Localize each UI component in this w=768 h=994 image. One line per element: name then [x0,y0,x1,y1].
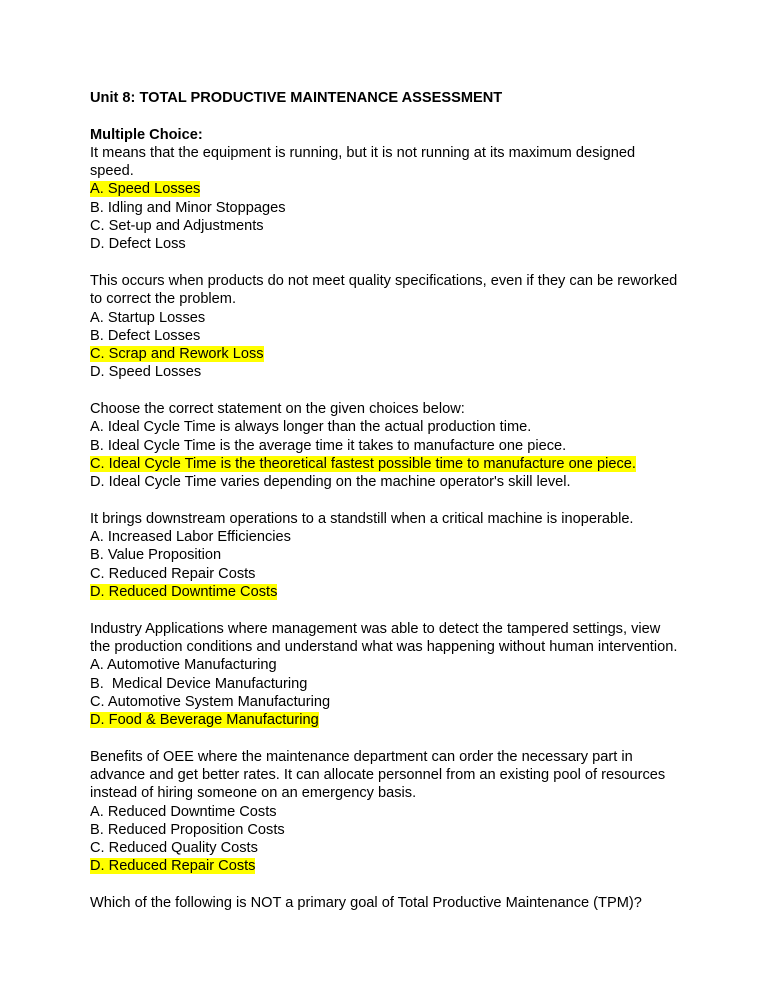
highlighted-answer: A. Speed Losses [90,181,201,198]
option-a: A. Reduced Downtime Costs [90,803,277,820]
highlighted-answer: D. Food & Beverage Manufacturing [90,712,319,729]
document-title: Unit 8: TOTAL PRODUCTIVE MAINTENANCE ASSESSMENT [90,90,503,106]
option-a: A. Ideal Cycle Time is always longer than the actual production time. [90,419,532,436]
option-b: B. Defect Losses [90,327,201,344]
option-c [90,455,680,473]
question-text: It brings downstream operations to a standstill when a critical machine is inoperable. [90,510,634,527]
option-a: A. Automotive Manufacturing [90,657,277,674]
option-d: D. Ideal Cycle Time varies depending on the machine operator's skill level. [90,474,571,491]
option-d: D. Defect Loss [90,236,186,253]
option-c: C. Set-up and Adjustments [90,218,264,235]
question-3 [90,400,680,491]
option-d: D. Speed Losses [90,364,202,381]
option-c: C. Reduced Repair Costs [90,565,256,582]
question-text: Choose the correct statement on the given choices below: [90,401,465,418]
question-text: This occurs when products do not meet quality specifications, even if they can be reworked to correct the problem. [90,272,678,308]
document-page [90,89,680,912]
question-7 [90,894,680,912]
option-c [90,345,680,363]
question-text: Industry Applications where management was able to detect the tampered settings, view the production conditions and understand what was happening without human intervention. [90,620,678,655]
option-a [90,180,680,198]
blank-line [90,254,680,272]
highlighted-answer: D. Reduced Downtime Costs [90,584,278,601]
option-c: C. Automotive System Manufacturing [90,693,331,710]
option-d [90,711,680,729]
blank-line [90,107,680,125]
section-label: Multiple Choice: [90,126,203,143]
question-5 [90,620,680,730]
blank-line [90,382,680,400]
option-a: A. Startup Losses [90,309,206,326]
blank-line [90,876,680,894]
highlighted-answer: D. Reduced Repair Costs [90,858,256,875]
blank-line [90,601,680,619]
question-text: It means that the equipment is running, but it is not running at its maximum designed speed. [90,144,636,180]
highlighted-answer: C. Ideal Cycle Time is the theoretical fastest possible time to manufacture one piece. [90,455,636,472]
highlighted-answer: C. Scrap and Rework Loss [90,346,264,363]
option-d [90,583,680,601]
blank-line [90,492,680,510]
option-d [90,857,680,875]
question-2 [90,272,680,382]
question-1 [90,144,680,254]
question-6 [90,748,680,876]
question-text: Which of the following is NOT a primary goal of Total Productive Maintenance (TPM)? [90,895,642,912]
question-4 [90,510,680,601]
option-b: B. Medical Device Manufacturing [90,675,308,692]
option-b: B. Idling and Minor Stoppages [90,199,286,216]
option-b: B. Ideal Cycle Time is the average time it takes to manufacture one piece. [90,437,567,454]
option-b: B. Reduced Proposition Costs [90,821,285,838]
blank-line [90,729,680,747]
question-text: Benefits of OEE where the maintenance department can order the necessary part in advance and get better rates. It can allocate personnel from an existing pool of resources instead of hiring someone on an emergency basis. [90,748,666,802]
option-b: B. Value Proposition [90,547,222,564]
option-a: A. Increased Labor Efficiencies [90,529,291,546]
option-c: C. Reduced Quality Costs [90,840,258,857]
